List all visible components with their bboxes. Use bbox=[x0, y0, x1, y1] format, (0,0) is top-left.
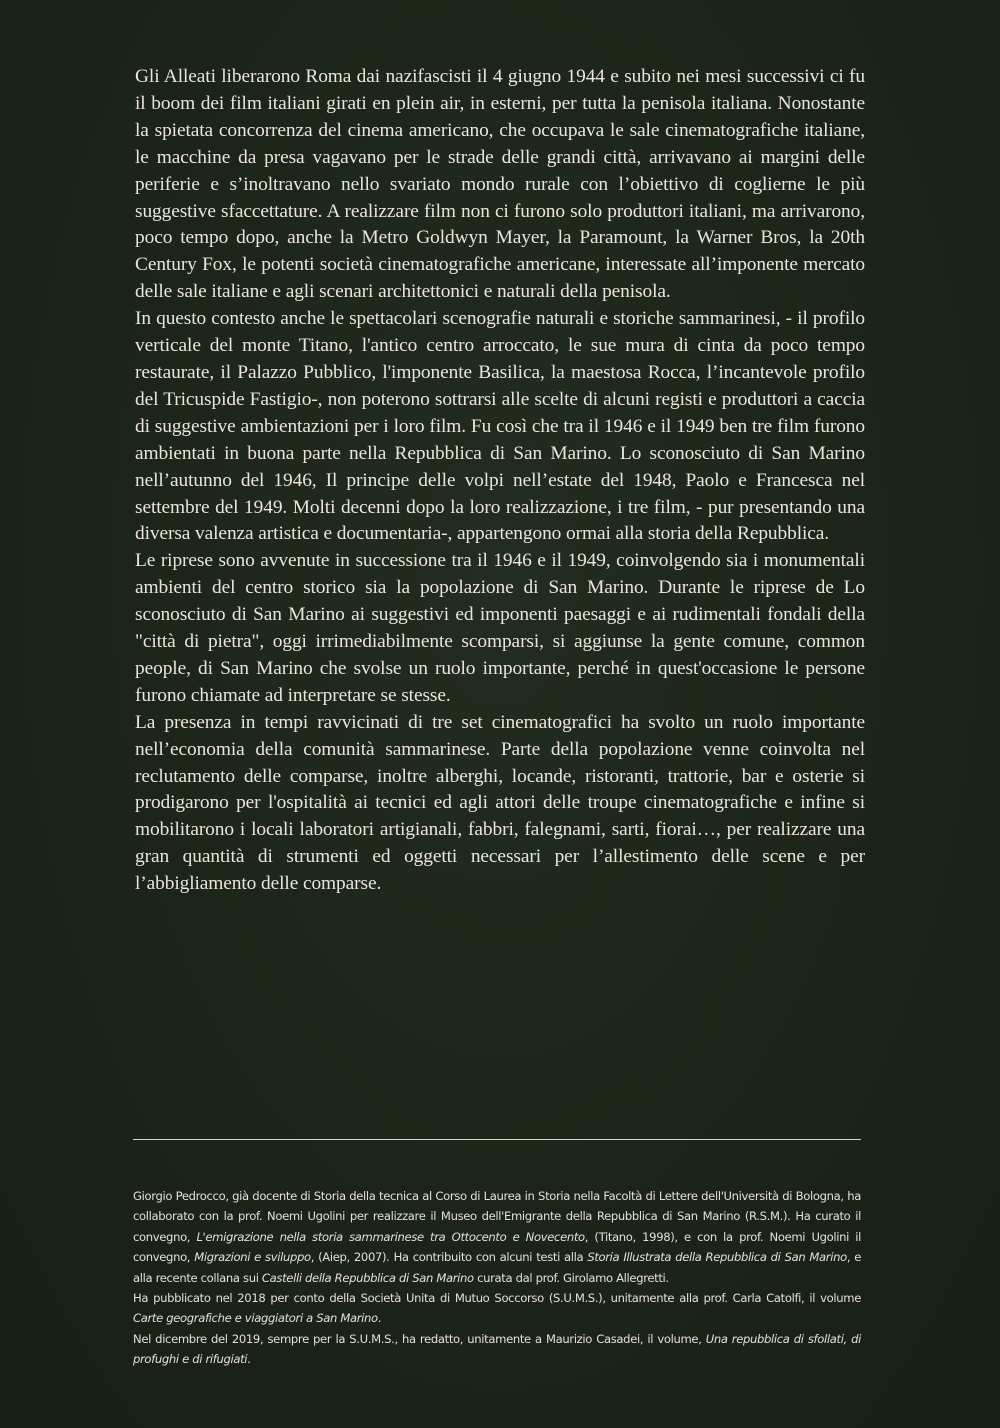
bio-text: Giorgio Pedrocco, già docente di Storia della tecnica al Corso di Laurea in Storia nella Facoltà di Lettere dell'Università di Bologna, ha collaborato con la prof. Noemi Ugolini per realizzare il Museo dell'Emigrante della Repubblica di San Marino (R.S.M.). Ha curato il convegno, bbox=[133, 1189, 861, 1244]
paragraph: La presenza in tempi ravvicinati di tre set cinematografici ha svolto un ruolo importante nell’economia della comunità sammarinese. Parte della popolazione venne coinvolta nel reclutamento delle comparse, inoltre alberghi, locande, ristoranti, trattorie, bar e osterie si prodigarono per l'ospitalità ai tecnici ed agli attori delle troupe cinematografiche e infine si mobilitarono i locali laboratori artigianali, fabbri, falegnami, sarti, fiorai…, per realizzare una gran quantità di strumenti ed oggetti necessari per l’allestimento delle scene e per l’abbigliamento delle comparse. bbox=[135, 711, 865, 895]
bio-paragraph bbox=[133, 1186, 861, 1288]
bio-title-italic: Una repubblica di sfollati, di profughi e di rifugiati bbox=[133, 1331, 861, 1367]
bio-text: , (Aiep, 2007). Ha contribuito con alcuni testi alla bbox=[310, 1250, 588, 1265]
paragraph: Gli Alleati liberarono Roma dai nazifascisti il 4 giugno 1944 e subito nei mesi successivi ci fu il boom dei film italiani girati en plein air, in esterni, per tutta la penisola italiana. Nonostante la spietata concorrenza del cinema americano, che occupava le sale cinematografiche italiane, le macchine da presa vagavano per le strade delle grandi città, arrivavano ai margini delle periferie e s’inoltravano nello svariato mondo rurale con l’obiettivo di coglierne le più suggestive sfaccettature. A realizzare film non ci furono solo produttori italiani, ma arrivarono, poco tempo dopo, anche la Metro Goldwyn Mayer, la Paramount, la Warner Bros, la 20th Century Fox, le potenti società cinematografiche americane, interessate all’imponente mercato delle sale italiane e agli scenari architettonici e naturali della penisola. bbox=[135, 66, 865, 303]
bio-title-italic: L'emigrazione nella storia sammarinese tra Ottocento e Novecento bbox=[196, 1229, 585, 1244]
bio-title-italic: Castelli della Repubblica di San Marino bbox=[261, 1270, 474, 1285]
bio-title-italic: Storia Illustrata della Repubblica di San Marino bbox=[587, 1250, 847, 1265]
bio-paragraph bbox=[133, 1329, 861, 1370]
paragraph: Le riprese sono avvenute in successione tra il 1946 e il 1949, coinvolgendo sia i monumentali ambienti del centro storico sia la popolazione di San Marino. Durante le riprese de Lo sconosciuto di San Marino ai suggestivi ed imponenti paesaggi e ai rudimentali fondali della "città di pietra", oggi irrimediabilmente scomparsi, si aggiunse la gente comune, common people, di San Marino che svolse un ruolo importante, perché in quest'occasione le persone furono chiamate ad interpretare se stesse. bbox=[135, 550, 865, 706]
bio-text: curata dal prof. Girolamo Allegretti. bbox=[473, 1270, 669, 1285]
bio-paragraph bbox=[133, 1288, 861, 1329]
bio-title-italic: Migrazioni e sviluppo bbox=[194, 1250, 311, 1265]
bio-text: . bbox=[247, 1352, 251, 1367]
horizontal-divider bbox=[133, 1139, 861, 1140]
bio-text: , e alla recente collana sui bbox=[133, 1250, 861, 1285]
bio-text: , (Titano, 1998), e con la prof. Noemi Ugolini il convegno, bbox=[133, 1229, 861, 1265]
bio-text: Nel dicembre del 2019, sempre per la S.U.M.S., ha redatto, unitamente a Maurizio Casadei, il volume, bbox=[133, 1331, 706, 1346]
bio-text: . bbox=[377, 1311, 382, 1326]
main-text-block bbox=[135, 64, 865, 898]
author-bio bbox=[133, 1186, 861, 1370]
bio-text: Ha pubblicato nel 2018 per conto della Società Unita di Mutuo Soccorso (S.U.M.S.), unitamente alla prof. Carla Catolfi, il volume bbox=[133, 1291, 861, 1306]
paragraph: In questo contesto anche le spettacolari scenografie naturali e storiche sammarinesi, - il profilo verticale del monte Titano, l'antico centro arroccato, le sue mura di cinta da poco tempo restaurate, il Palazzo Pubblico, l'imponente Basilica, la maestosa Rocca, l’incantevole profilo del Tricuspide Fastigio-, non poterono sottrarsi alle scelte di alcuni registi e produttori a caccia di suggestive ambientazioni per i loro film. Fu così che tra il 1946 e il 1949 ben tre film furono ambientati in buona parte nella Repubblica di San Marino. Lo sconosciuto di San Marino nell’autunno del 1946, Il principe delle volpi nell’estate del 1948, Paolo e Francesca nel settembre del 1949. Molti decenni dopo la loro realizzazione, i tre film, - pur presentando una diversa valenza artistica e documentaria-, appartengono ormai alla storia della Repubblica. bbox=[135, 308, 865, 545]
bio-title-italic: Carte geografiche e viaggiatori a San Marino bbox=[133, 1311, 378, 1326]
